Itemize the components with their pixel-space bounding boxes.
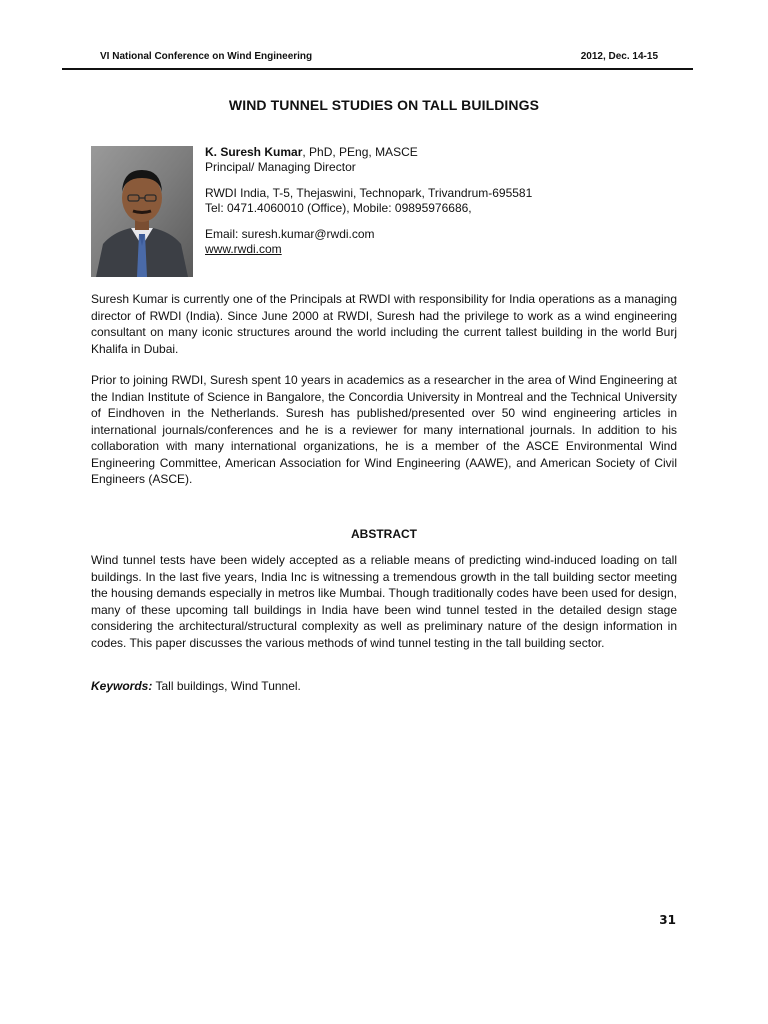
bio-paragraph-2: Prior to joining RWDI, Suresh spent 10 years in academics as a researcher in the area of Wind Engineering at the Indian Institute of Science in Bangalore, the Concordia University in Montreal and the Technical University of Eindhoven in the Netherlands. Suresh has published/presented over 50 wind engineering articles in international journals/conferences and he is a reviewer for many international journals. In addition to his collaboration with many international organizations, he is a member of the ASCE Environmental Wind Engineering Committee, American Association for Wind Engineering (AAWE), and American Society of Civil Engineers (ASCE).: [91, 373, 677, 486]
keywords-text: Tall buildings, Wind Tunnel.: [152, 679, 301, 693]
paper-title: WIND TUNNEL STUDIES ON TALL BUILDINGS: [228, 97, 540, 113]
keywords: [91, 679, 301, 693]
abstract-text: Wind tunnel tests have been widely accepted as a reliable means of predicting wind-induced loading on tall buildings. In the last five years, India Inc is witnessing a tremendous growth in the tall building sector meeting the housing demands especially in metros like Mumbai. Though traditionally codes have been used for design, many of these upcoming tall buildings in India have been wind tunnel tested in the detailed design stage considering the architectural/structural complexity as well as preliminary nature of the design information in codes. This paper discusses the various methods of wind tunnel testing in the tall building sector.: [91, 553, 677, 650]
abstract-heading: ABSTRACT: [351, 527, 417, 541]
author-address: RWDI India, T-5, Thejaswini, Technopark, Trivandrum-695581: [205, 186, 533, 200]
running-header-date: 2012, Dec. 14-15: [580, 51, 658, 62]
page-number: 31: [659, 913, 676, 927]
author-line: [205, 145, 532, 160]
author-info: [205, 145, 532, 257]
keywords-label: Keywords:: [91, 679, 153, 693]
header-rule: [62, 68, 693, 70]
author-photo: [91, 146, 193, 277]
author-email: Email: suresh.kumar@rwdi.com: [205, 227, 375, 241]
bio-paragraph-1: Suresh Kumar is currently one of the Principals at RWDI with responsibility for India operations as a managing director of RWDI (India). Since June 2000 at RWDI, Suresh had the privilege to work as a wind engineering consultant on many iconic structures around the world including the current tallest building in the world Burj Khalifa in Dubai.: [91, 292, 677, 356]
author-position: Principal/ Managing Director: [205, 160, 356, 174]
running-header-conference: VI National Conference on Wind Engineering: [100, 51, 313, 62]
author-credentials: , PhD, PEng, MASCE: [302, 145, 418, 159]
author-name: K. Suresh Kumar: [205, 145, 303, 159]
author-phone: Tel: 0471.4060010 (Office), Mobile: 09895976686,: [205, 201, 472, 215]
author-website-link[interactable]: www.rwdi.com: [205, 242, 282, 256]
